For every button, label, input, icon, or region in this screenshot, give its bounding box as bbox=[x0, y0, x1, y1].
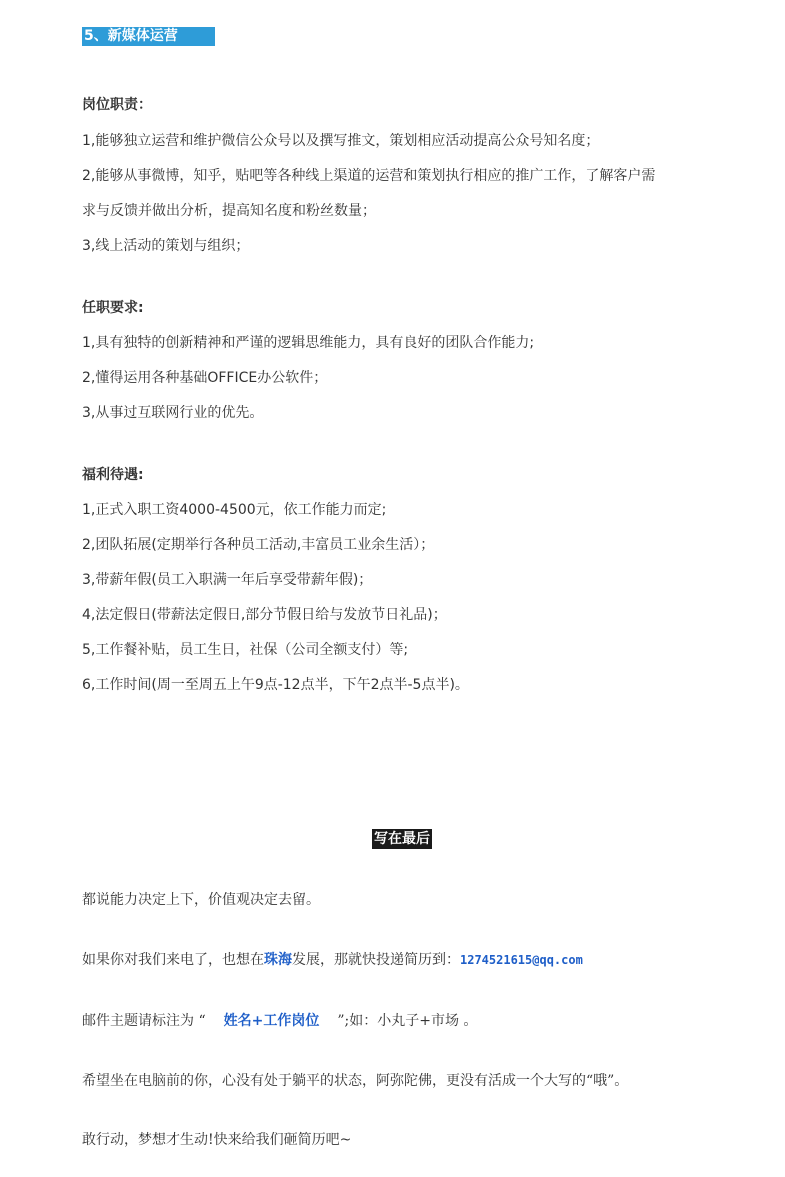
apply-mid: 发展，那就快投递简历到： bbox=[292, 952, 460, 968]
subject-prefix: 邮件主题请标注为 “ bbox=[82, 1013, 206, 1029]
requirements-line: 3,从事过互联网行业的优先。 bbox=[82, 405, 264, 421]
section-tag: 5、新媒体运营 bbox=[82, 27, 215, 46]
benefits-line: 5,工作餐补贴，员工生日，社保（公司全额支付）等; bbox=[82, 642, 409, 658]
benefits-line: 3,带薪年假(员工入职满一年后享受带薪年假)； bbox=[82, 572, 373, 588]
benefits-line: 2,团队拓展(定期举行各种员工活动,丰富员工业余生活）； bbox=[82, 537, 435, 553]
benefits-line: 6,工作时间(周一至周五上午9点-12点半，下午2点半-5点半)。 bbox=[82, 677, 469, 693]
duties-line: 2,能够从事微博，知乎，贴吧等各种线上渠道的运营和策划执行相应的推广工作，了解客户需 bbox=[82, 168, 656, 184]
duties-line: 3,线上活动的策划与组织； bbox=[82, 238, 250, 254]
closing-line: 敢行动，梦想才生动!快来给我们砸简历吧~ bbox=[82, 1132, 352, 1148]
subject-format: 姓名+工作岗位 bbox=[223, 1013, 320, 1029]
subject-suffix: ”;如：小丸子+市场 。 bbox=[337, 1013, 478, 1029]
requirements-line: 1,具有独特的创新精神和严谨的逻辑思维能力，具有良好的团队合作能力; bbox=[82, 335, 535, 351]
duties-line: 1,能够独立运营和维护微信公众号以及撰写推文，策划相应活动提高公众号知名度； bbox=[82, 133, 600, 149]
benefits-line: 4,法定假日(带薪法定假日,部分节假日给与发放节日礼品)； bbox=[82, 607, 447, 623]
apply-line bbox=[82, 949, 583, 969]
closing-line: 希望坐在电脑前的你，心没有处于躺平的状态，阿弥陀佛，更没有活成一个大写的“哦”。 bbox=[82, 1073, 629, 1089]
duties-line: 求与反馈并做出分析，提高知名度和粉丝数量； bbox=[82, 203, 376, 219]
closing-title: 写在最后 bbox=[374, 831, 430, 847]
benefits-line: 1,正式入职工资4000-4500元，依工作能力而定; bbox=[82, 502, 387, 518]
closing-line: 都说能力决定上下，价值观决定去留。 bbox=[82, 892, 320, 908]
requirements-heading: 任职要求: bbox=[82, 300, 144, 316]
email-link[interactable]: 1274521615@qq.com bbox=[460, 953, 583, 967]
city-highlight: 珠海 bbox=[264, 952, 292, 968]
benefits-heading: 福利待遇: bbox=[82, 467, 144, 483]
subject-line bbox=[82, 1010, 477, 1030]
duties-heading: 岗位职责： bbox=[82, 97, 152, 113]
apply-prefix: 如果你对我们来电了，也想在 bbox=[82, 952, 264, 968]
requirements-line: 2,懂得运用各种基础OFFICE办公软件； bbox=[82, 370, 328, 386]
